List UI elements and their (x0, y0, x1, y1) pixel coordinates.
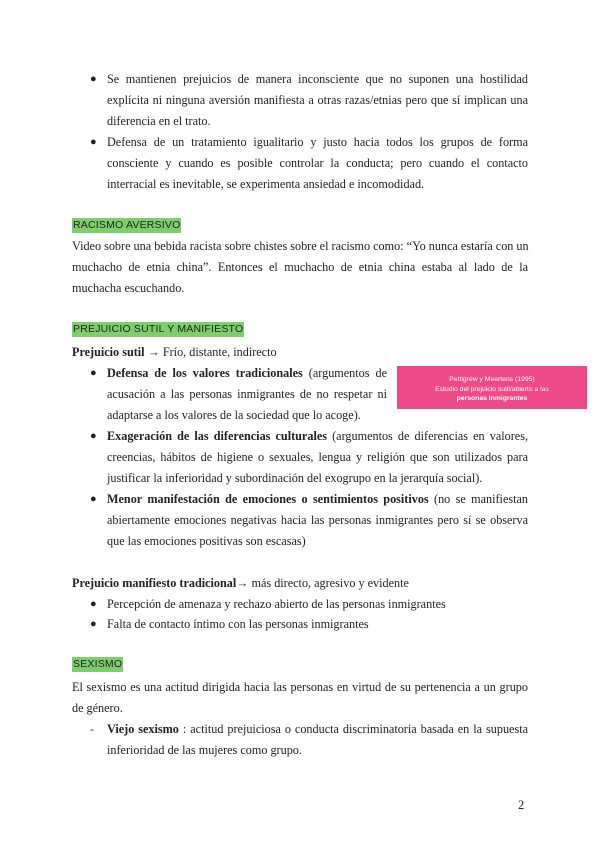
callout-line-2: Estudio del prejuicio sutil/abierto a las (435, 386, 549, 393)
page-number: 2 (518, 798, 525, 812)
prejuicio-sutil-description: → Frío, distante, indirecto (144, 345, 277, 359)
sexismo-line-2: de género. (72, 701, 123, 715)
sutil-bullet-3-bold: Menor manifestación de emociones o sentimientos positivos (107, 492, 429, 506)
sutil-bullet-2-line-2: creencias, hábitos de higiene o sexuales, lengua y religión que son utilizados para (107, 450, 528, 464)
sutil-bullet-1-line-1: Defensa de los valores tradicionales (argumentos de (107, 366, 387, 380)
viejo-sexismo-label: Viejo sexismo (107, 722, 179, 736)
bullet-dot: ● (90, 598, 97, 610)
bullet-dot: ● (90, 618, 97, 630)
callout-line-1: Pettigrew y Meertens (1995) (449, 376, 535, 383)
sutil-bullet-3-line-1: Menor manifestación de emociones o sentimientos positivos (no se manifiestan (107, 492, 528, 506)
bullet-dot: ● (90, 73, 97, 85)
section-heading-sexismo: SEXISMO (73, 658, 123, 670)
intro-bullet-1-line-2: explícita ni ninguna aversión manifiesta a otras razas/etnias pero que sí implican una (107, 93, 528, 107)
callout-line-3: personas inmigrantes (456, 395, 528, 402)
sutil-bullet-2-bold: Exageración de las diferencias culturales (107, 429, 327, 443)
bullet-dot: ● (90, 493, 97, 505)
sutil-bullet-2-line-1: Exageración de las diferencias culturales (argumentos de diferencias en valores, (107, 429, 528, 443)
intro-bullet-1-line-1: Se mantienen prejuicios de manera inconsciente que no suponen una hostilidad (107, 72, 528, 86)
viejo-sexismo-line-1: Viejo sexismo : actitud prejuiciosa o conducta discriminatoria basada en la supuesta (107, 722, 529, 736)
intro-bullet-2-line-1: Defensa de un tratamiento igualitario y justo hacia todos los grupos de forma (107, 135, 528, 149)
intro-bullet-2-line-3: interracial es inevitable, se experimenta ansiedad e incomodidad. (107, 177, 425, 191)
sutil-bullet-3-line-3: que las emociones positivas son escasas) (107, 534, 306, 548)
prejuicio-sutil-label: Prejuicio sutil (72, 345, 145, 359)
manifiesto-bullet-1: Percepción de amenaza y rechazo abierto de las personas inmigrantes (107, 597, 446, 611)
sutil-bullet-3-line-2: abiertamente emociones negativas hacia las personas inmigrantes pero sí se observa (107, 513, 528, 527)
section-heading-racismo: RACISMO AVERSIVO (73, 219, 181, 231)
bullet-dot: ● (90, 136, 97, 148)
viejo-sexismo-line-2: inferioridad de las mujeres como grupo. (107, 743, 302, 757)
sutil-bullet-2-line-3: justificar la inferioridad y subordinación del exogrupo en la jerarquía social). (107, 471, 483, 485)
racismo-line-2: muchacho de etnia china”. Entonces el muchacho de etnia china estaba al lado de la (72, 260, 528, 274)
intro-bullet-1-line-3: diferencia en el trato. (107, 114, 211, 128)
prejuicio-manifiesto-label: Prejuicio manifiesto tradicional (72, 576, 237, 590)
prejuicio-manifiesto-description: → más directo, agresivo y evidente (236, 576, 409, 590)
bullet-dot: ● (90, 367, 97, 379)
section-heading-prejuicio: PREJUICIO SUTIL Y MANIFIESTO (73, 323, 244, 335)
sexismo-line-1: El sexismo es una actitud dirigida hacia las personas en virtud de su pertenencia a un grupo (72, 680, 528, 694)
citation-callout (397, 366, 587, 409)
sutil-bullet-1-line-3: adaptarse a los valores de la sociedad que lo acoge). (107, 408, 361, 422)
manifiesto-bullet-2: Falta de contacto íntimo con las personas inmigrantes (107, 617, 369, 631)
dash-marker: - (90, 722, 94, 736)
prejuicio-sutil-line (72, 344, 277, 360)
prejuicio-manifiesto-line (72, 575, 409, 591)
sutil-bullet-1-line-2: acusación a las personas inmigrantes de no respetar ni (107, 387, 387, 401)
intro-bullet-2-line-2: consciente y cuando es posible controlar la conducta; pero cuando el contacto (107, 156, 528, 170)
sutil-bullet-1-bold: Defensa de los valores tradicionales (107, 366, 303, 380)
racismo-line-1: Video sobre una bebida racista sobre chistes sobre el racismo como: “Yo nunca estaría con un (72, 239, 529, 253)
bullet-dot: ● (90, 430, 97, 442)
racismo-line-3: muchacha escuchando. (72, 281, 185, 295)
